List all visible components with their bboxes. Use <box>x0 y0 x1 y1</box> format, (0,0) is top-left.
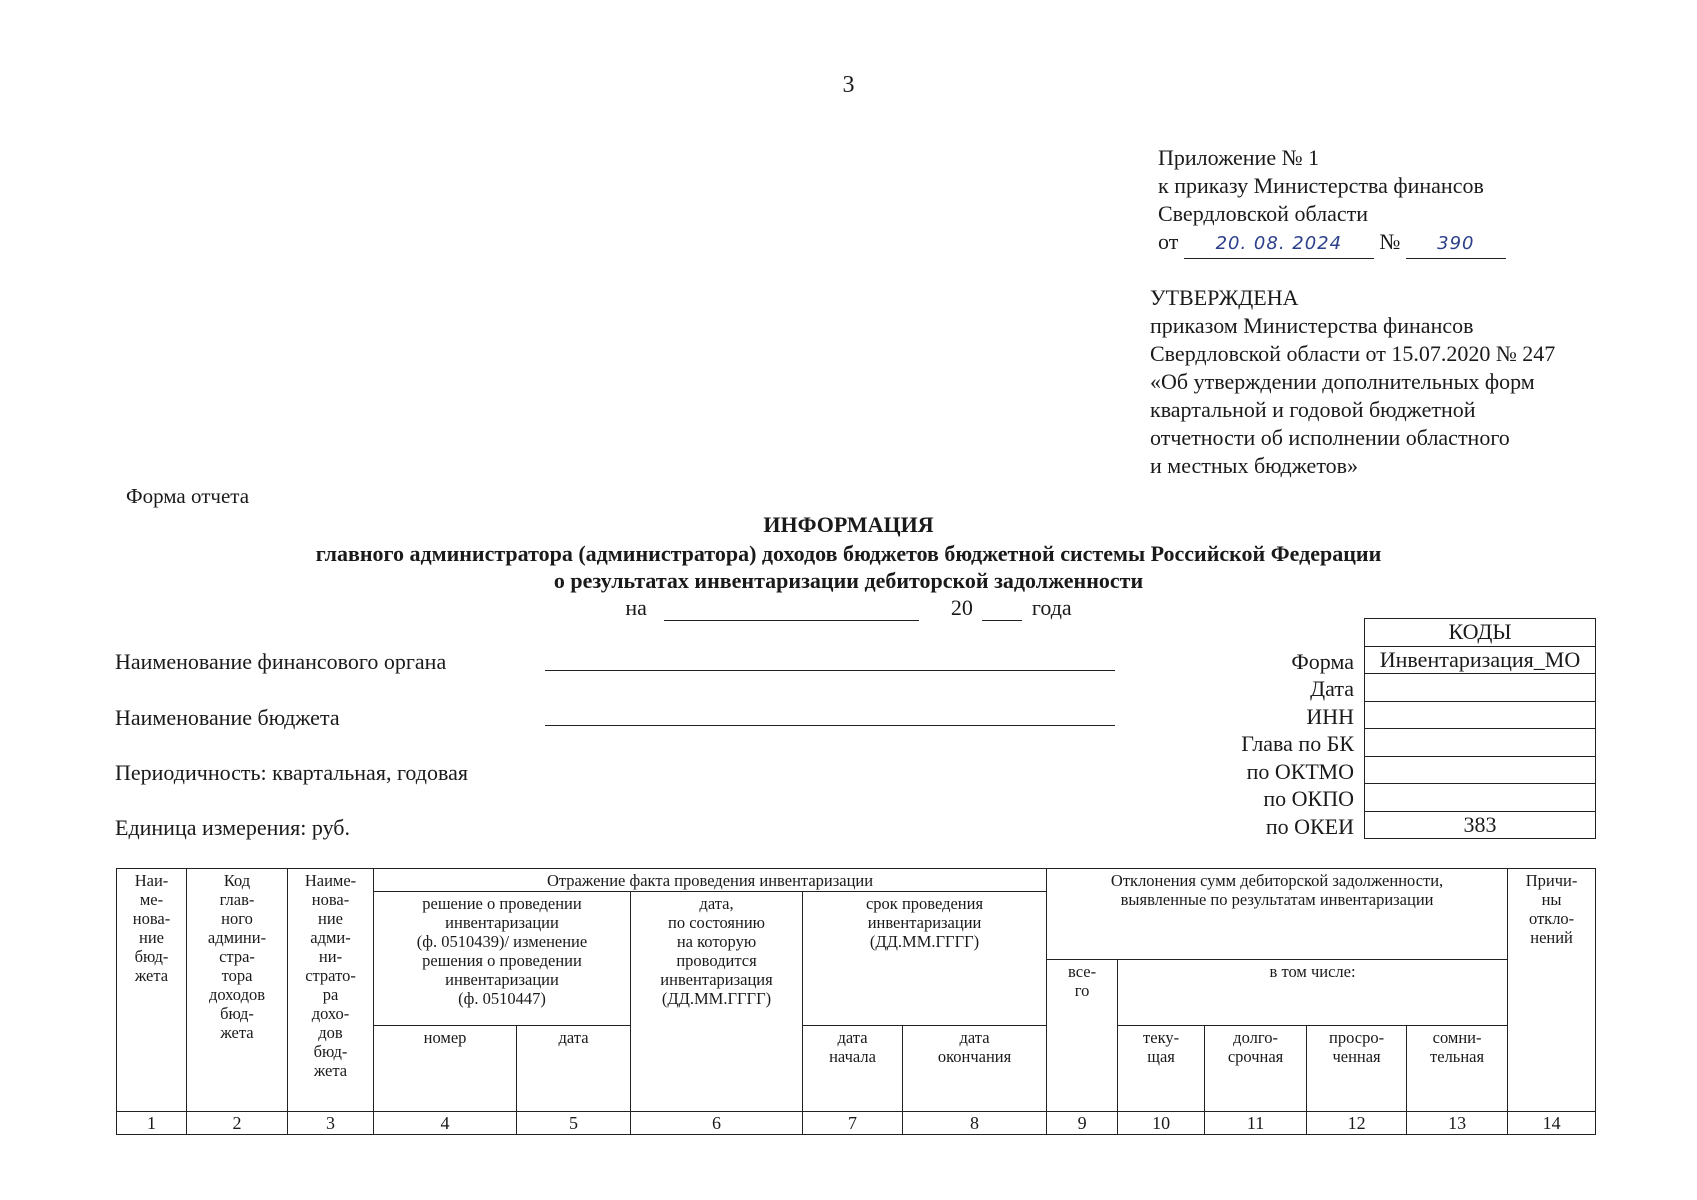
approved-block <box>1150 284 1555 480</box>
appendix-block <box>1158 144 1506 259</box>
fin-org-line[interactable] <box>545 670 1115 671</box>
number-prefix: № <box>1379 229 1401 254</box>
unit-label: Единица измерения: руб. <box>115 815 350 840</box>
date-blank[interactable] <box>664 598 919 621</box>
code-value-bk[interactable] <box>1365 729 1596 757</box>
page-number: 3 <box>842 72 855 98</box>
year-suffix: года <box>1031 595 1072 620</box>
budget-line[interactable] <box>545 725 1115 726</box>
col-doubtful: сомни- тельная <box>1407 1026 1508 1112</box>
col-number: номер <box>374 1026 517 1112</box>
col-admin-code: Код глав- ного админи- стра- тора доходов бюд- жета <box>187 869 288 1112</box>
appendix-line: Свердловской области <box>1158 201 1368 226</box>
approved-heading: УТВЕРЖДЕНА <box>1150 285 1299 310</box>
approved-line: Свердловской области от 15.07.2020 № 247 <box>1150 341 1556 366</box>
code-label-date: Дата <box>1310 676 1354 701</box>
code-label-inn: ИНН <box>1306 704 1354 729</box>
col-budget-name: Наи- ме- нова- ние бюд- жета <box>117 869 187 1112</box>
code-label-oktmo: по ОКТМО <box>1246 759 1354 784</box>
col-end-date: дата окончания <box>903 1026 1047 1112</box>
col-num: 8 <box>903 1112 1047 1135</box>
approved-line: и местных бюджетов» <box>1150 453 1359 478</box>
budget-label: Наименование бюджета <box>115 705 340 730</box>
col-num: 6 <box>631 1112 803 1135</box>
fin-org-label: Наименование финансового органа <box>115 649 447 674</box>
handwritten-date: 20. 08. 2024 <box>1184 230 1374 259</box>
doc-title: ИНФОРМАЦИЯ <box>763 512 934 537</box>
code-value-date[interactable] <box>1365 674 1596 702</box>
periodicity-label: Периодичность: квартальная, годовая <box>115 760 468 785</box>
col-num: 12 <box>1307 1112 1407 1135</box>
code-value-okei[interactable]: 383 <box>1365 811 1596 839</box>
inventory-table <box>116 868 1596 1135</box>
col-date: дата <box>517 1026 631 1112</box>
col-overdue: просро- ченная <box>1307 1026 1407 1112</box>
code-label-bk: Глава по БК <box>1241 731 1354 756</box>
col-admin-name: Наиме- нова- ние адми- ни- страто- ра дохо- дов бюд- жета <box>288 869 374 1112</box>
date-prefix: от <box>1158 229 1179 254</box>
approved-line: «Об утверждении дополнительных форм <box>1150 369 1535 394</box>
col-longterm: долго- срочная <box>1205 1026 1307 1112</box>
col-num: 5 <box>517 1112 631 1135</box>
code-label-okpo: по ОКПО <box>1263 786 1354 811</box>
col-num: 13 <box>1407 1112 1508 1135</box>
col-asof-date: дата, по состоянию на которую проводится инвентаризация (ДД.ММ.ГГГГ) <box>631 892 803 1112</box>
doc-subtitle: главного администратора (администратора) доходов бюджетов бюджетной системы Российской Федерации <box>315 541 1382 566</box>
group-inventory-fact: Отражение факта проведения инвентаризации <box>374 869 1047 892</box>
appendix-line: к приказу Министерства финансов <box>1158 173 1484 198</box>
col-decision: решение о проведении инвентаризации (ф. 0510439)/ изменение решения о проведении инвентаризации (ф. 0510447) <box>374 892 631 1026</box>
col-start-date: дата начала <box>803 1026 903 1112</box>
col-current: теку- щая <box>1118 1026 1205 1112</box>
col-num: 4 <box>374 1112 517 1135</box>
codes-header: КОДЫ <box>1365 619 1596 647</box>
codes-table <box>1364 618 1596 839</box>
col-num: 1 <box>117 1112 187 1135</box>
col-num: 2 <box>187 1112 288 1135</box>
col-num: 11 <box>1205 1112 1307 1135</box>
year-blank[interactable] <box>982 598 1022 621</box>
appendix-line: Приложение № 1 <box>1158 145 1320 170</box>
year-prefix: 20 <box>950 595 973 620</box>
code-value-inn[interactable] <box>1365 701 1596 729</box>
col-total: все- го <box>1047 960 1118 1112</box>
code-value-form[interactable]: Инвентаризация_МО <box>1365 646 1596 674</box>
col-num: 9 <box>1047 1112 1118 1135</box>
col-num: 3 <box>288 1112 374 1135</box>
handwritten-number: 390 <box>1406 230 1506 259</box>
group-including: в том числе: <box>1118 960 1508 1026</box>
group-deviations: Отклонения сумм дебиторской задолженности, выявленные по результатам инвентаризации <box>1047 869 1508 960</box>
doc-subtitle-2: о результатах инвентаризации дебиторской задолженности <box>553 568 1144 593</box>
approved-line: квартальной и годовой бюджетной <box>1150 397 1476 422</box>
code-value-okpo[interactable] <box>1365 784 1596 812</box>
code-label-okei: по ОКЕИ <box>1265 814 1354 839</box>
on-label: на <box>625 595 647 620</box>
col-num: 10 <box>1118 1112 1205 1135</box>
approved-line: отчетности об исполнении областного <box>1150 425 1510 450</box>
approved-line: приказом Министерства финансов <box>1150 313 1474 338</box>
col-reasons: Причи- ны откло- нений <box>1508 869 1596 1112</box>
code-label-form: Форма <box>1291 649 1354 674</box>
col-num: 7 <box>803 1112 903 1135</box>
code-value-oktmo[interactable] <box>1365 756 1596 784</box>
form-label: Форма отчета <box>126 484 250 508</box>
appendix-date-line <box>1158 228 1506 259</box>
col-num: 14 <box>1508 1112 1596 1135</box>
col-period: срок проведения инвентаризации (ДД.ММ.ГГГГ) <box>803 892 1047 1026</box>
